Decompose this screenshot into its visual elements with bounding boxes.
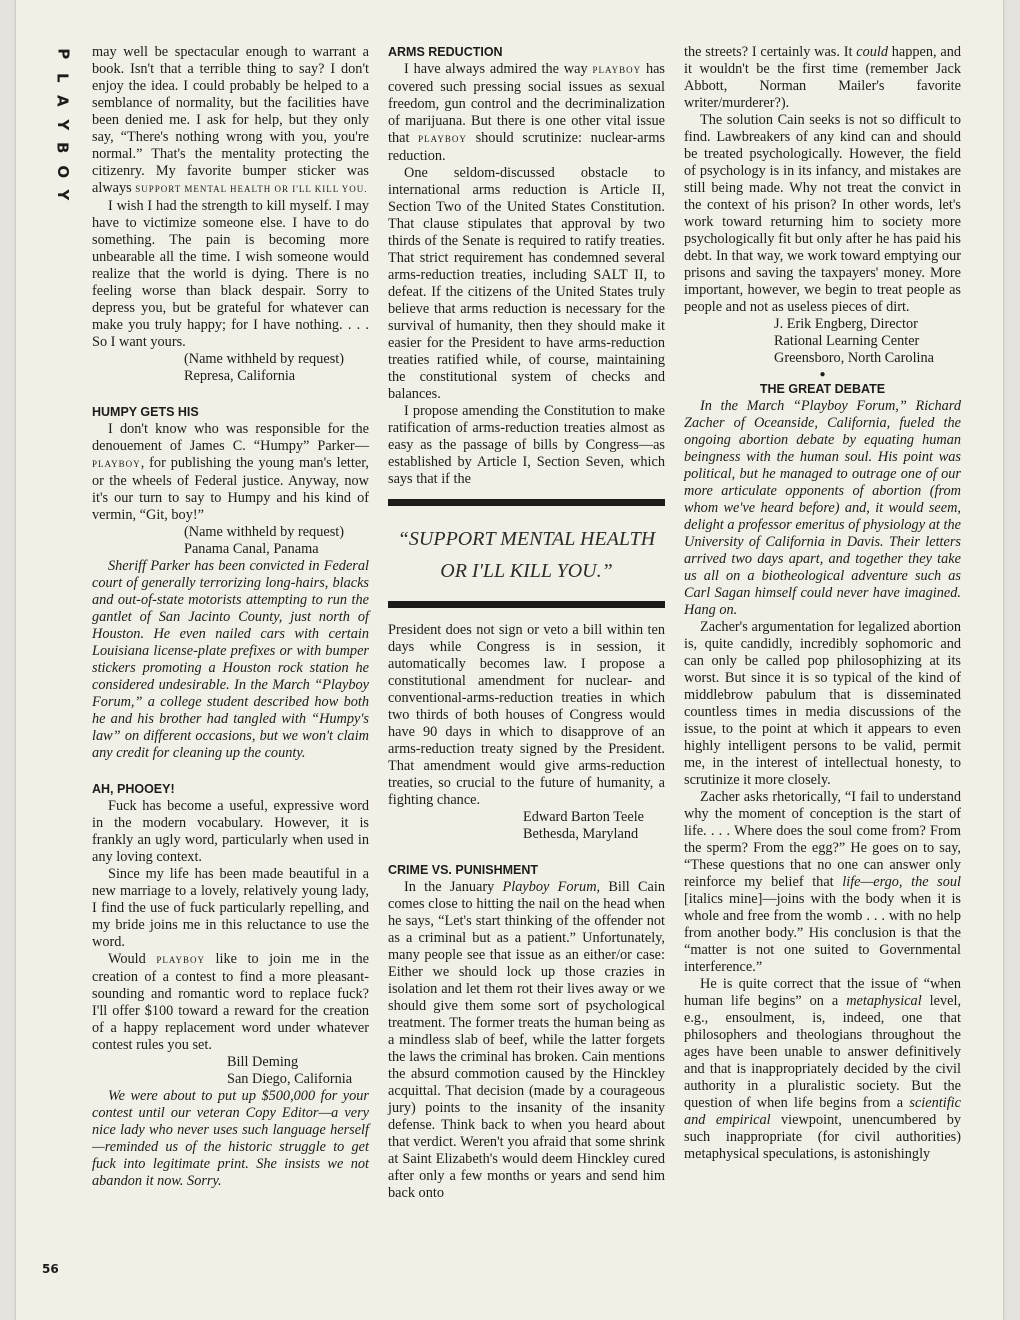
small-caps-text: PLAYBOY: [592, 65, 642, 75]
logo-letter: L: [53, 72, 72, 83]
letter-paragraph: The solution Cain seeks is not so difficult to find. Lawbreakers of any kind can and should be treated psychologically. However, the field of psychology is in its infancy, and mistakes are still being made. Why not treat the convict in the context of his prison? In other words, let's work toward returning him to society more psychologically fit but only after he has paid his debt. In that way, we work toward emptying our prisons and saving the taxpayers' money. More important, however, we begin to treat people as people and not as useless pieces of dirt.: [684, 112, 961, 315]
letter-paragraph: I propose amending the Constitution to make ratification of arms-reduction treaties almost as easy as the passage of bills by Congress—as established by Article I, Section Seven, which says that if the: [388, 403, 665, 487]
signature-place: Represa, California: [184, 368, 296, 384]
column-2: [388, 44, 665, 1202]
letter-paragraph: President does not sign or veto a bill within ten days while Congress is in session, it automatically becomes law. I propose a constitutional amendment for nuclear- and conventional-arms-reduction treaties in which two thirds of both houses of Congress would have 90 days in which to disapprove of an arms-reduction treaty signed by the President. That amendment would give arms-reduction treaties, so crucial to the future of humanity, a fighting chance.: [388, 622, 665, 808]
section-heading: HUMPY GETS HIS: [92, 405, 199, 419]
logo-letter: A: [53, 94, 72, 107]
signature-place: San Diego, California: [227, 1071, 353, 1087]
letter-paragraph: Zacher asks rhetorically, “I fail to understand why the moment of conception is the start of life. . . . Where does the soul come from? From the sperm? From the egg?” He goes on to say, “These questions that no one can answer only reinforce my belief that life—ergo, the soul [italics mine]—joins with the body when it is whole and free from the womb . . . with no help from another body.” His conclusion is that the “matter is not one suited to Governmental interference.”: [684, 789, 961, 975]
letter-paragraph: I don't know who was responsible for the denouement of James C. “Humpy” Parker—PLAYBOY, for publishing the young man's letter, or the wheels of Federal justice. Anyway, now it's our turn to say to Humpy and his kind of vermin, “Git, boy!”: [92, 421, 369, 523]
small-caps-text: PLAYBOY: [92, 459, 141, 469]
signature-place: Bethesda, Maryland: [523, 826, 639, 842]
signature-name: Bill Deming: [227, 1054, 299, 1070]
small-caps-text: PLAYBOY: [156, 955, 205, 965]
signature-name: (Name withheld by request): [184, 524, 344, 540]
letter-paragraph: One seldom-discussed obstacle to international arms reduction is Article II, Section Two of the United States Constitution. That clause stipulates that approval by two thirds of the Senate is required to ratify treaties. That strict requirement has condemned several arms-reduction treaties, including SALT II, to defeat. If the citizens of the United States truly believe that arms reduction is necessary for the survival of humanity, then they should make it easier for the President to have arms-reduction treaties ratified while, of course, maintaining the constitutional system of checks and balances.: [388, 165, 665, 402]
signature-name: (Name withheld by request): [184, 351, 344, 367]
italic-text: life—ergo, the soul: [842, 874, 961, 890]
logo-letter: B: [53, 142, 72, 154]
section-heading: CRIME VS. PUNISHMENT: [388, 863, 539, 877]
section-heading: AH, PHOOEY!: [92, 782, 175, 796]
letter-paragraph: He is quite correct that the issue of “when human life begins” on a metaphysical level, e.g., ensoulment, is, indeed, one that philosophers and theologians throughout the ages have been unable to answer definitively and that is inappropriately decided by the civil authority in a pluralistic society. But the question of when life begins from a scientific and empirical viewpoint, unencumbered by such inappropriate (for civil authorities) metaphysical speculations, is astonishingly: [684, 976, 962, 1162]
signature-name: Edward Barton Teele: [523, 809, 645, 825]
section-heading: THE GREAT DEBATE: [759, 382, 886, 396]
pull-quote-line: “SUPPORT MENTAL HEALTH: [397, 528, 656, 550]
letter-paragraph: Would PLAYBOY like to join me in the creation of a contest to find a more pleasant-sounding and romantic word to replace fuck? I'll offer $100 toward a reward for the creation of a happy replacement word under whatever contest rules you set.: [92, 951, 369, 1053]
italic-text: Playboy Forum,: [502, 879, 601, 895]
signature-org: Rational Learning Center: [774, 333, 920, 349]
letter-paragraph: In the January Playboy Forum, Bill Cain comes close to hitting the nail on the head when he says, “Let's start thinking of the offender not as a criminal but as a patient.” Unfortunately, many people see that issue as an either/or case: Either we should lock up those crazies in isolation and let them rot their lives away or we should give them some sort of psychological treatment. The former treats the human being as a mindless slab of beef, while the latter forgets the laws the criminal has broken. Cain mentions the absurd commotion caused by the Hinckley acquittal. That decision (made by a courageous jury) points to the insanity of the insanity defense. Think back to when you heard about that verdict. Weren't you afraid that some shrink at Saint Elizabeth's would deem Hinckley cured after only a few months or years and send him back onto: [388, 879, 666, 1201]
letter-paragraph: may well be spectacular enough to warrant a book. Isn't that a terrible thing to say? I don't enjoy the idea. I could probably be helped to a semblance of normality, but the facilities have been denied me. I ask for help, but they only say, “There's nothing wrong with you, you're normal.” That's the mentality protecting the citizenry. My favorite bumper sticker was always SUPPORT MENTAL HEALTH OR I'LL KILL YOU.: [92, 44, 369, 196]
pull-quote-line: OR I'LL KILL YOU.”: [440, 560, 613, 582]
section-divider-dot: ●: [819, 369, 826, 380]
italic-text: scientific and empirical: [684, 1095, 961, 1128]
logo-letter: Y: [53, 189, 72, 201]
column-1: [92, 44, 369, 1190]
section-heading: ARMS REDUCTION: [388, 45, 503, 59]
signature-name: J. Erik Engberg, Director: [774, 316, 918, 332]
magazine-page: [16, 0, 1003, 1320]
logo-letter: P: [53, 48, 72, 60]
logo-letter: O: [53, 164, 72, 178]
page-number: 56: [42, 1262, 59, 1276]
column-3: [684, 44, 961, 1163]
editor-reply: Sheriff Parker has been convicted in Federal court of generally terrorizing long-hairs, blacks and out-of-state motorists attempting to run the gantlet of San Jacinto County, just north of Houston. He even nailed cars with certain Louisiana license-plate prefixes or with bumper stickers promoting a Houston rock station he considered undesirable. In the March “Playboy Forum,” a college student described how both he and his brother had tangled with “Humpy's law” on different occasions, but we won't claim any credit for cleaning up the county.: [92, 558, 369, 761]
letter-paragraph: Since my life has been made beautiful in a new marriage to a lovely, relatively young lady, I find the use of fuck particularly repelling, and my bride joins me in this reluctance to use the word.: [92, 866, 369, 950]
signature-place: Greensboro, North Carolina: [774, 350, 935, 366]
italic-text: metaphysical: [846, 993, 922, 1009]
letter-paragraph: Fuck has become a useful, expressive word in the modern vocabulary. However, it is frankly an ugly word, particularly when used in any loving context.: [92, 798, 369, 865]
editor-reply: We were about to put up $500,000 for your contest until our veteran Copy Editor—a very nice lady who never uses such language herself—reminded us of the historic struggle to get fuck into legitimate print. She insists we not abandon it now. Sorry.: [92, 1088, 369, 1189]
editor-intro: In the March “Playboy Forum,” Richard Zacher of Oceanside, California, fueled the ongoing abortion debate by equating human beingness with the human soul. His point was political, but he managed to outrage one of our more articulate opponents of abortion (from whom we've heard before) and, it would seem, delight a professor emeritus of physiology at the University of California in Davis. Their letters arrived two days apart, and together they take us all on a biotheological adventure such as Carl Sagan himself could never have imagined. Hang on.: [684, 398, 961, 618]
letter-paragraph: the streets? I certainly was. It could happen, and it wouldn't be the first time (remember Jack Abbott, Norman Mailer's favorite writer/murderer?).: [684, 44, 962, 111]
small-caps-text: SUPPORT MENTAL HEALTH OR I'LL KILL YOU.: [135, 184, 368, 194]
small-caps-text: PLAYBOY: [418, 134, 467, 144]
pull-quote: [388, 499, 665, 608]
letter-paragraph: I wish I had the strength to kill myself. I may have to victimize someone else. I have to do something. The pain is becoming more unbearable all the time. I wish someone would realize that the world is dying. There is no feeling worse than black despair. Sorry to depress you, but be grateful for whatever can make you truly happy; for I have nothing. . . . So I want yours.: [92, 198, 369, 350]
vertical-playboy-logo: [50, 42, 74, 207]
letter-paragraph: Zacher's argumentation for legalized abortion is, quite candidly, incredibly sophomoric and can only be called pop philosophizing at its worst. But since it is so typical of the kind of middlebrow pabulum that is disseminated countless times in media discussions of the issue, to the point at which it appears to even highly intelligent persons to be valid, permit me, in the interest of intellectual honesty, to scrutinize it more closely.: [684, 619, 961, 788]
letter-paragraph: I have always admired the way PLAYBOY has covered such pressing social issues as sexual freedom, gun control and the decriminalization of marijuana. But there is one other vital issue that PLAYBOY should scrutinize: nuclear-arms reduction.: [388, 61, 666, 164]
logo-letter: Y: [53, 118, 72, 130]
italic-text: could: [856, 44, 888, 60]
signature-place: Panama Canal, Panama: [184, 541, 319, 557]
